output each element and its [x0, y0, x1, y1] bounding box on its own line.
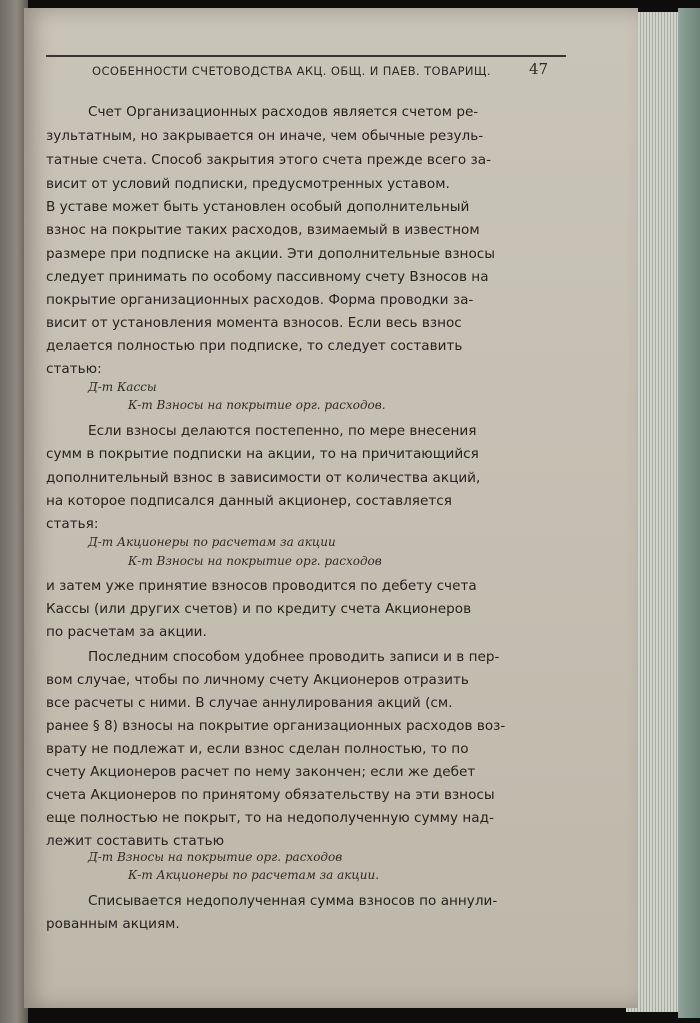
text-line: статья:: [46, 516, 99, 532]
text-line: покрытие организационных расходов. Форма проводки за-: [46, 292, 474, 308]
text-line: Счет Организационных расходов является счетом ре-: [88, 104, 479, 120]
text-line: взнос на покрытие таких расходов, взимаемый в известном: [46, 222, 480, 238]
text-line: статью:: [46, 361, 102, 377]
journal-entry-credit: К-т Взносы на покрытие орг. расходов.: [128, 398, 386, 412]
text-line: висит от установления момента взносов. Если весь взнос: [46, 315, 462, 331]
text-line: висит от условий подписки, предусмотренных уставом.: [46, 176, 450, 192]
text-line: еще полностью не покрыт, то на недополученную сумму над-: [46, 810, 494, 826]
journal-entry-credit: К-т Акционеры по расчетам за акции.: [128, 868, 380, 882]
journal-entry-debit: Д-т Кассы: [88, 380, 157, 394]
text-line: по расчетам за акции.: [46, 624, 207, 640]
text-line: Последним способом удобнее проводить записи и в пер-: [88, 649, 500, 665]
journal-entry-debit: Д-т Акционеры по расчетам за акции: [88, 535, 336, 549]
text-line: размере при подписке на акции. Эти дополнительные взносы: [46, 246, 495, 262]
journal-entry-debit: Д-т Взносы на покрытие орг. расходов: [88, 850, 343, 864]
running-head: ОСОБЕННОСТИ СЧЕТОВОДСТВА АКЦ. ОБЩ. И ПАЕВ. ТОВАРИЩ.: [92, 64, 491, 78]
text-line: врату не подлежат и, если взнос сделан полностью, то по: [46, 741, 469, 757]
header-rule: [46, 55, 566, 57]
text-line: вом случае, чтобы по личному счету Акционеров отразить: [46, 672, 469, 688]
text-line: сумм в покрытие подписки на акции, то на причитающийся: [46, 446, 479, 462]
text-line: Если взносы делаются постепенно, по мере внесения: [88, 423, 477, 439]
text-line: следует принимать по особому пассивному счету Взносов на: [46, 269, 489, 285]
journal-entry-credit: К-т Взносы на покрытие орг. расходов: [128, 554, 382, 568]
text-line: дополнительный взнос в зависимости от количества акций,: [46, 470, 481, 486]
text-line: счета Акционеров по принятому обязательству на эти взносы: [46, 787, 495, 803]
text-line: лежит составить статью: [46, 833, 225, 849]
text-line: ранее § 8) взносы на покрытие организационных расходов воз-: [46, 718, 506, 734]
text-line: зультатным, но закрывается он иначе, чем обычные резуль-: [46, 128, 484, 144]
book-page: [24, 8, 638, 1008]
text-line: все расчеты с ними. В случае аннулирования акций (см.: [46, 695, 453, 711]
text-line: В уставе может быть установлен особый дополнительный: [46, 199, 470, 215]
page-number: 47: [529, 60, 549, 78]
text-line: рованным акциям.: [46, 916, 180, 932]
text-line: счету Акционеров расчет по нему закончен; если же дебет: [46, 764, 476, 780]
text-line: на которое подписался данный акционер, составляется: [46, 493, 452, 509]
text-line: Кассы (или других счетов) и по кредиту счета Акционеров: [46, 601, 472, 617]
text-line: и затем уже принятие взносов проводится по дебету счета: [46, 578, 477, 594]
text-line: татные счета. Способ закрытия этого счета прежде всего за-: [46, 152, 492, 168]
text-line: делается полностью при подписке, то следует составить: [46, 338, 463, 354]
book-cover-edge: [678, 8, 700, 1018]
text-line: Списывается недополученная сумма взносов по аннули-: [88, 893, 498, 909]
